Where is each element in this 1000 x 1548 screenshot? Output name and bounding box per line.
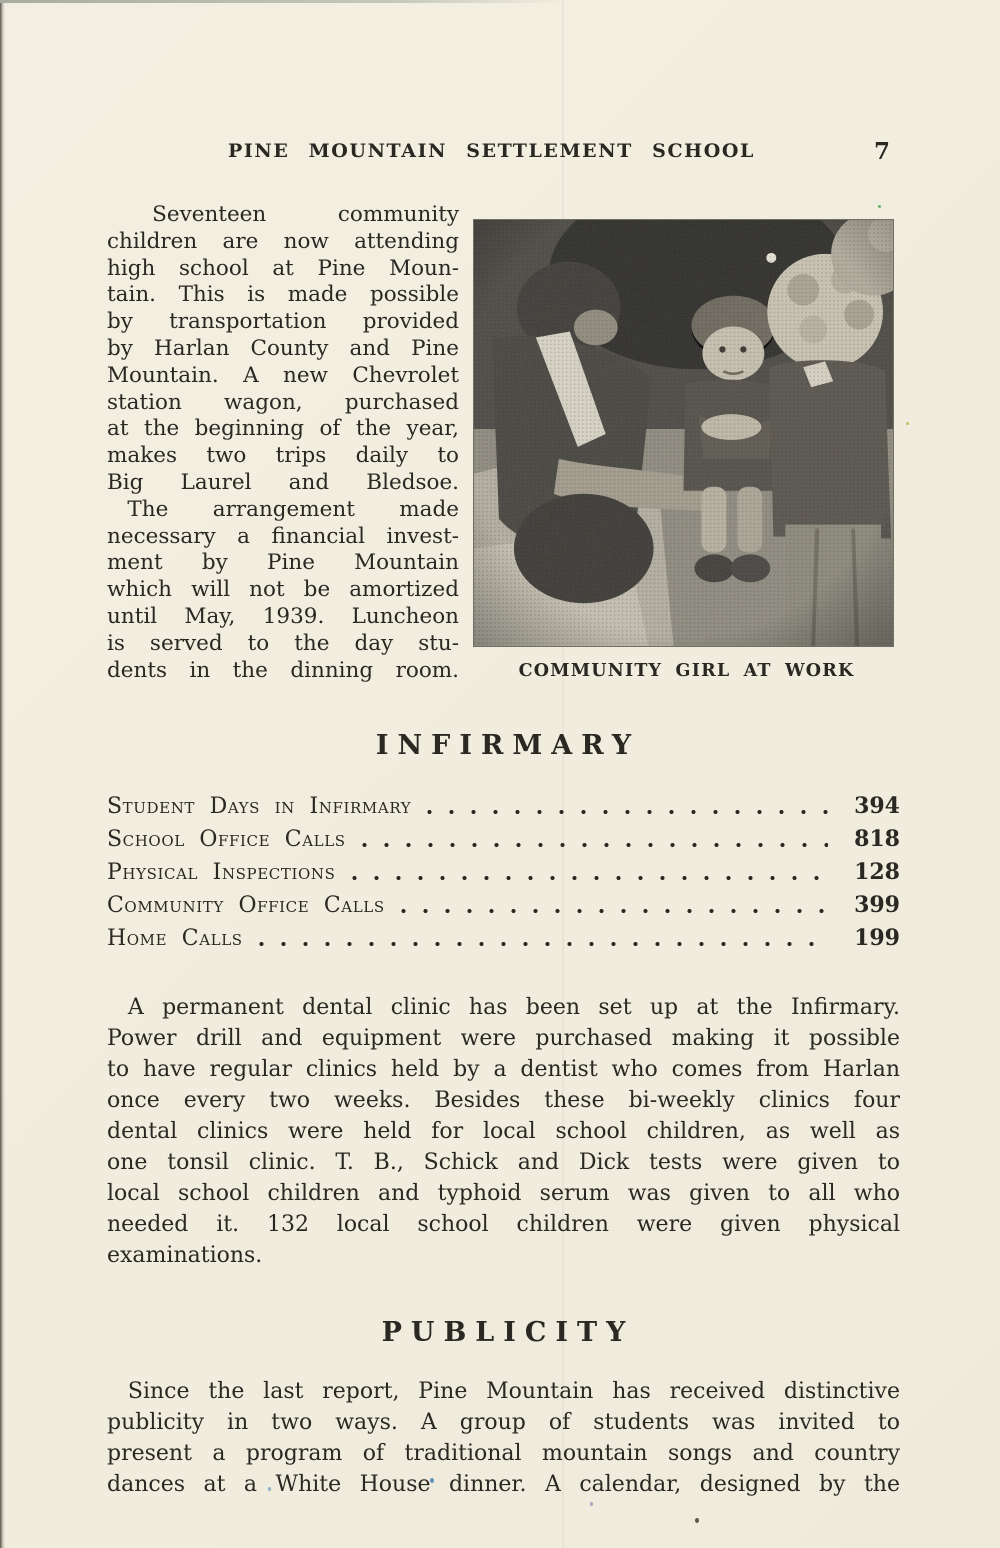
stat-value: 394 xyxy=(854,793,900,820)
page-number: 7 xyxy=(873,138,890,165)
dot-leader xyxy=(362,841,828,851)
text-line: local school children and typhoid serum was given to all who xyxy=(107,1181,900,1207)
section-heading-infirmary: INFIRMARY xyxy=(375,730,641,762)
text-line: Seventeen community xyxy=(152,202,459,227)
text-line: makes two trips daily to xyxy=(107,443,459,469)
text-line: tain. This is made possible xyxy=(107,282,459,308)
photo-column xyxy=(473,202,900,684)
text-line: present a program of traditional mountain songs and country xyxy=(107,1441,900,1467)
running-head-title: PINE MOUNTAIN SETTLEMENT SCHOOL xyxy=(227,140,755,162)
text-line: dances at a White House dinner. A calendar, designed by the xyxy=(107,1472,900,1498)
table-row xyxy=(107,892,900,925)
ink-speck xyxy=(906,422,909,425)
text-line: by Harlan County and Pine xyxy=(107,335,459,361)
paragraph-dental-clinic xyxy=(107,992,900,1271)
scan-edge-top xyxy=(0,0,565,3)
page-content xyxy=(107,140,900,1500)
stat-label: Community Office Calls xyxy=(107,893,385,919)
photo-caption: COMMUNITY GIRL AT WORK xyxy=(518,661,855,681)
text-line: ment by Pine Mountain xyxy=(107,550,459,576)
paragraph-publicity xyxy=(107,1376,900,1500)
dot-leader xyxy=(427,808,828,818)
scan-edge-shadow xyxy=(0,0,5,1548)
paragraph-arrangement xyxy=(107,497,459,685)
dot-leader xyxy=(352,874,829,884)
dot-leader xyxy=(401,907,828,917)
stat-value: 818 xyxy=(854,826,900,853)
text-line: which will not be amortized xyxy=(107,577,459,603)
text-line: examinations. xyxy=(107,1243,263,1269)
stat-value: 128 xyxy=(854,859,900,886)
left-text-column xyxy=(107,202,459,684)
text-line: high school at Pine Moun- xyxy=(107,255,459,281)
stat-value: 399 xyxy=(854,892,900,919)
text-line: needed it. 132 local school children were given physical xyxy=(107,1212,900,1238)
photo-figure xyxy=(473,219,900,681)
text-line: to have regular clinics held by a dentist who comes from Harlan xyxy=(107,1057,900,1083)
ink-speck xyxy=(590,1502,593,1506)
table-row xyxy=(107,859,900,892)
text-line: publicity in two ways. A group of students was invited to xyxy=(107,1410,900,1436)
stat-value: 199 xyxy=(854,925,900,952)
text-line: by transportation provided xyxy=(107,309,459,335)
table-row xyxy=(107,925,900,958)
text-line: once every two weeks. Besides these bi-weekly clinics four xyxy=(107,1088,900,1114)
table-row xyxy=(107,793,900,826)
text-line: station wagon, purchased xyxy=(107,389,459,415)
text-line: is served to the day stu- xyxy=(107,630,459,656)
text-line: A permanent dental clinic has been set up at the Infirmary. xyxy=(127,995,900,1021)
section-heading-publicity: PUBLICITY xyxy=(381,1317,635,1349)
table-row xyxy=(107,826,900,859)
paragraph-transportation xyxy=(107,202,459,497)
page-header xyxy=(107,140,900,170)
halftone-photo-illustration xyxy=(474,220,893,646)
text-line: one tonsil clinic. T. B., Schick and Dick tests were given to xyxy=(107,1150,900,1176)
dot-leader xyxy=(259,940,828,950)
text-line: dental clinics were held for local school children, as well as xyxy=(107,1119,900,1145)
stat-label: Physical Inspections xyxy=(107,860,336,886)
text-line: dents in the dinning room. xyxy=(107,657,459,683)
text-line: until May, 1939. Luncheon xyxy=(107,603,459,629)
text-line: at the beginning of the year, xyxy=(107,416,459,442)
stat-label: School Office Calls xyxy=(107,827,346,853)
text-line: necessary a financial invest- xyxy=(107,523,459,549)
text-line: Mountain. A new Chevrolet xyxy=(107,362,459,388)
stat-label: Student Days in Infirmary xyxy=(107,794,412,820)
text-line: children are now attending xyxy=(107,228,459,254)
text-line: Big Laurel and Bledsoe. xyxy=(107,469,459,495)
text-line: Since the last report, Pine Mountain has received distinctive xyxy=(127,1379,900,1405)
text-line: The arrangement made xyxy=(127,496,459,522)
ink-speck xyxy=(695,1518,699,1523)
infirmary-stats-table xyxy=(107,793,900,958)
text-line: Power drill and equipment were purchased making it possible xyxy=(107,1026,900,1052)
stat-label: Home Calls xyxy=(107,926,243,952)
two-column-section xyxy=(107,202,900,684)
community-girl-photo xyxy=(473,219,894,647)
